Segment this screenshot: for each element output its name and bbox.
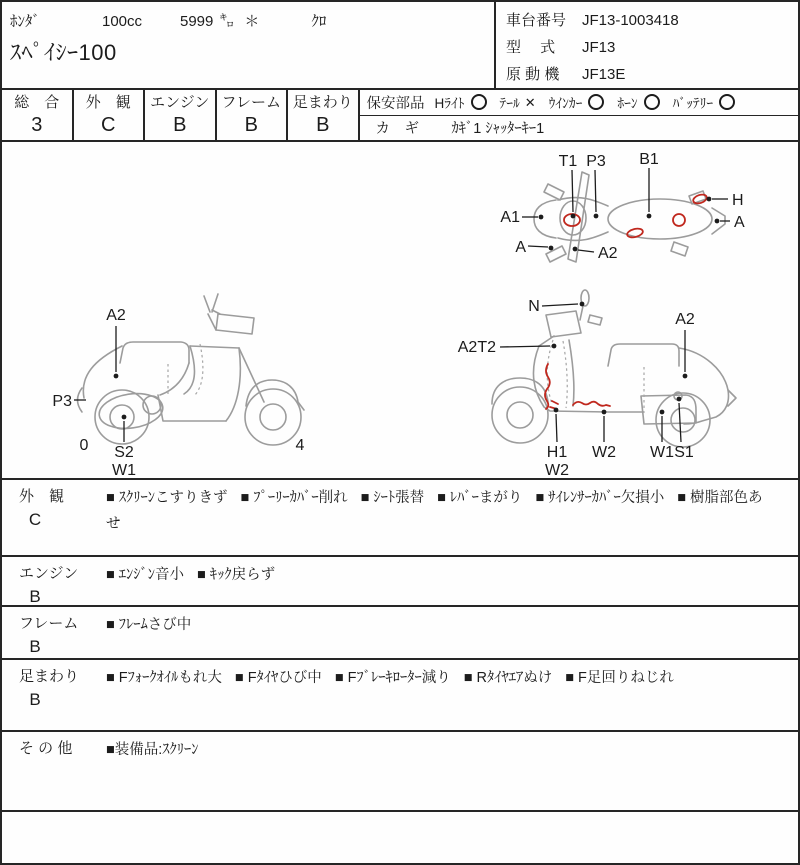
label-b1: B1 bbox=[639, 151, 659, 168]
label-a2-top: A2 bbox=[598, 245, 618, 262]
grade-overall: 3 bbox=[31, 114, 43, 136]
rating-frame: フレーム B bbox=[217, 90, 289, 140]
condition-grade: C bbox=[28, 510, 42, 529]
condition-item: ■ Rﾀｲﾔｴｱぬけ bbox=[463, 670, 553, 686]
label-zero: 0 bbox=[79, 437, 89, 454]
pass-circle-icon bbox=[471, 94, 487, 110]
condition-row-exterior bbox=[2, 480, 798, 557]
condition-grade: B bbox=[29, 690, 41, 709]
key-label: カ ギ bbox=[375, 121, 419, 138]
label-a1: A1 bbox=[500, 209, 520, 226]
damage-diagram-area bbox=[2, 142, 798, 480]
condition-items bbox=[100, 480, 798, 555]
ratings-bar bbox=[2, 90, 798, 142]
condition-label: フレーム bbox=[19, 615, 79, 632]
condition-items bbox=[100, 557, 798, 605]
pointers-left bbox=[74, 326, 126, 442]
safety-item-label: ﾊﾞｯﾃﾘｰ bbox=[672, 96, 714, 112]
chassis-number-label: 車台番号 bbox=[506, 12, 567, 29]
engine-code-label: 原 動 機 bbox=[506, 66, 560, 83]
safety-parts-box bbox=[360, 90, 799, 140]
condition-items bbox=[100, 732, 798, 810]
condition-items bbox=[100, 660, 798, 730]
safety-item-label: Hﾗｲﾄ bbox=[434, 96, 465, 112]
mileage-note: ＊ bbox=[244, 13, 260, 30]
label-a2t2: A2T2 bbox=[457, 339, 496, 356]
grade-engine: B bbox=[173, 114, 187, 136]
safety-item bbox=[617, 92, 659, 112]
condition-item: ■ 樹脂部色あせ bbox=[106, 490, 763, 532]
condition-items bbox=[100, 607, 798, 658]
safety-item bbox=[500, 92, 536, 112]
rating-engine: エンジン B bbox=[145, 90, 217, 140]
displacement: 100cc bbox=[102, 13, 143, 30]
label-w2-mid: W2 bbox=[592, 444, 616, 461]
condition-item: ■ Fﾌﾞﾚｰｷﾛｰﾀｰ減り bbox=[334, 670, 451, 686]
condition-label: エンジン bbox=[19, 565, 79, 582]
label-h: H bbox=[732, 192, 744, 209]
safety-item-label: ｳｲﾝｶｰ bbox=[548, 96, 583, 112]
condition-item: ■装備品:ｽｸﾘｰﾝ bbox=[106, 742, 199, 758]
right-side-view-diagram bbox=[432, 284, 792, 480]
condition-grade: B bbox=[29, 637, 41, 656]
label-a2-left-view: A2 bbox=[106, 307, 126, 324]
condition-label: 外 観 bbox=[19, 488, 65, 505]
label-s1: S1 bbox=[674, 444, 694, 461]
label-s2: S2 bbox=[114, 444, 134, 461]
condition-grade: B bbox=[29, 587, 41, 606]
condition-item: ■ ｼｰﾄ張替 bbox=[360, 490, 425, 506]
safety-items bbox=[435, 92, 749, 112]
condition-section bbox=[2, 480, 798, 865]
fail-cross-icon: ✕ bbox=[524, 94, 536, 110]
key-value: ｶｷﾞ1 ｼｬｯﾀｰｷｰ1 bbox=[451, 121, 545, 138]
label-four: 4 bbox=[295, 437, 305, 454]
left-side-view-diagram bbox=[32, 284, 372, 480]
grade-frame: B bbox=[244, 114, 258, 136]
damage-marks-right bbox=[545, 364, 610, 409]
label-t1: T1 bbox=[558, 153, 578, 170]
model-name: ｽﾍﾟｲｼｰ100 bbox=[10, 40, 117, 65]
safety-item-label: ﾎｰﾝ bbox=[617, 96, 638, 112]
pass-circle-icon bbox=[644, 94, 660, 110]
seam-lines-right bbox=[547, 340, 644, 410]
model-code-label: 型 式 bbox=[506, 39, 556, 56]
header bbox=[2, 2, 798, 90]
condition-item: ■ F足回りねじれ bbox=[565, 670, 674, 686]
condition-item: ■ Fﾌｫｰｸｵｲﾙもれ大 bbox=[106, 670, 222, 686]
condition-item: ■ ﾚﾊﾞｰまがり bbox=[437, 490, 523, 506]
maker-name: ﾎﾝﾀﾞ bbox=[10, 13, 41, 30]
safety-item-label: ﾃｰﾙ bbox=[499, 96, 520, 112]
condition-row-undercarriage bbox=[2, 660, 798, 732]
safety-parts-title: 保安部品 bbox=[366, 95, 425, 112]
vehicle-summary bbox=[2, 2, 494, 88]
safety-parts-row bbox=[360, 90, 799, 116]
label-w2-front: W2 bbox=[545, 462, 569, 479]
label-h1: H1 bbox=[546, 444, 568, 461]
grade-undercarriage: B bbox=[316, 114, 330, 136]
pass-circle-icon bbox=[719, 94, 735, 110]
label-w1-right-view: W1 bbox=[650, 444, 674, 461]
scooter-outline-top bbox=[534, 172, 725, 262]
condition-label: そ の 他 bbox=[19, 740, 73, 757]
rating-exterior: 外 観 C bbox=[74, 90, 146, 140]
label-a-right: A bbox=[734, 214, 745, 231]
label-w1-left-view: W1 bbox=[112, 462, 136, 479]
mileage-value: 5999 bbox=[180, 13, 214, 30]
label-a2-right-view: A2 bbox=[675, 311, 695, 328]
safety-item bbox=[549, 92, 605, 112]
condition-row-other bbox=[2, 732, 798, 812]
rating-overall: 総 合 3 bbox=[2, 90, 74, 140]
condition-row-frame bbox=[2, 607, 798, 660]
key-row bbox=[360, 116, 799, 141]
condition-item: ■ Fﾀｲﾔひび中 bbox=[234, 670, 322, 686]
safety-item bbox=[673, 92, 736, 112]
body-color: ｸﾛ bbox=[311, 13, 327, 30]
label-p3-top: P3 bbox=[586, 153, 606, 170]
chassis-number-value: JF13-1003418 bbox=[582, 12, 679, 29]
safety-item bbox=[435, 92, 487, 112]
mileage-unit: ㌔ bbox=[219, 13, 235, 30]
condition-item: ■ ﾌﾟｰﾘｰｶﾊﾞｰ削れ bbox=[240, 490, 348, 506]
engine-code-value: JF13E bbox=[582, 66, 626, 83]
pointers-top bbox=[522, 168, 730, 252]
identification-box bbox=[494, 2, 798, 88]
top-view-diagram bbox=[482, 150, 800, 278]
condition-item: ■ ｽｸﾘｰﾝこすりきず bbox=[106, 490, 228, 506]
label-p3-left-view: P3 bbox=[52, 393, 72, 410]
label-a-left: A bbox=[515, 239, 526, 256]
model-code-value: JF13 bbox=[582, 39, 616, 56]
label-n: N bbox=[528, 298, 540, 315]
condition-item: ■ ｻｲﾚﾝｻｰｶﾊﾞｰ欠損小 bbox=[535, 490, 665, 506]
pass-circle-icon bbox=[588, 94, 604, 110]
rating-undercarriage: 足まわり B bbox=[288, 90, 360, 140]
condition-item: ■ ｴﾝｼﾞﾝ音小 bbox=[106, 567, 185, 583]
condition-row-engine bbox=[2, 557, 798, 607]
condition-item: ■ ﾌﾚｰﾑさび中 bbox=[106, 617, 192, 633]
condition-item: ■ ｷｯｸ戻らず bbox=[197, 567, 276, 583]
empty-footer-row bbox=[2, 812, 798, 865]
condition-label: 足まわり bbox=[19, 668, 80, 685]
grade-exterior: C bbox=[101, 114, 116, 136]
